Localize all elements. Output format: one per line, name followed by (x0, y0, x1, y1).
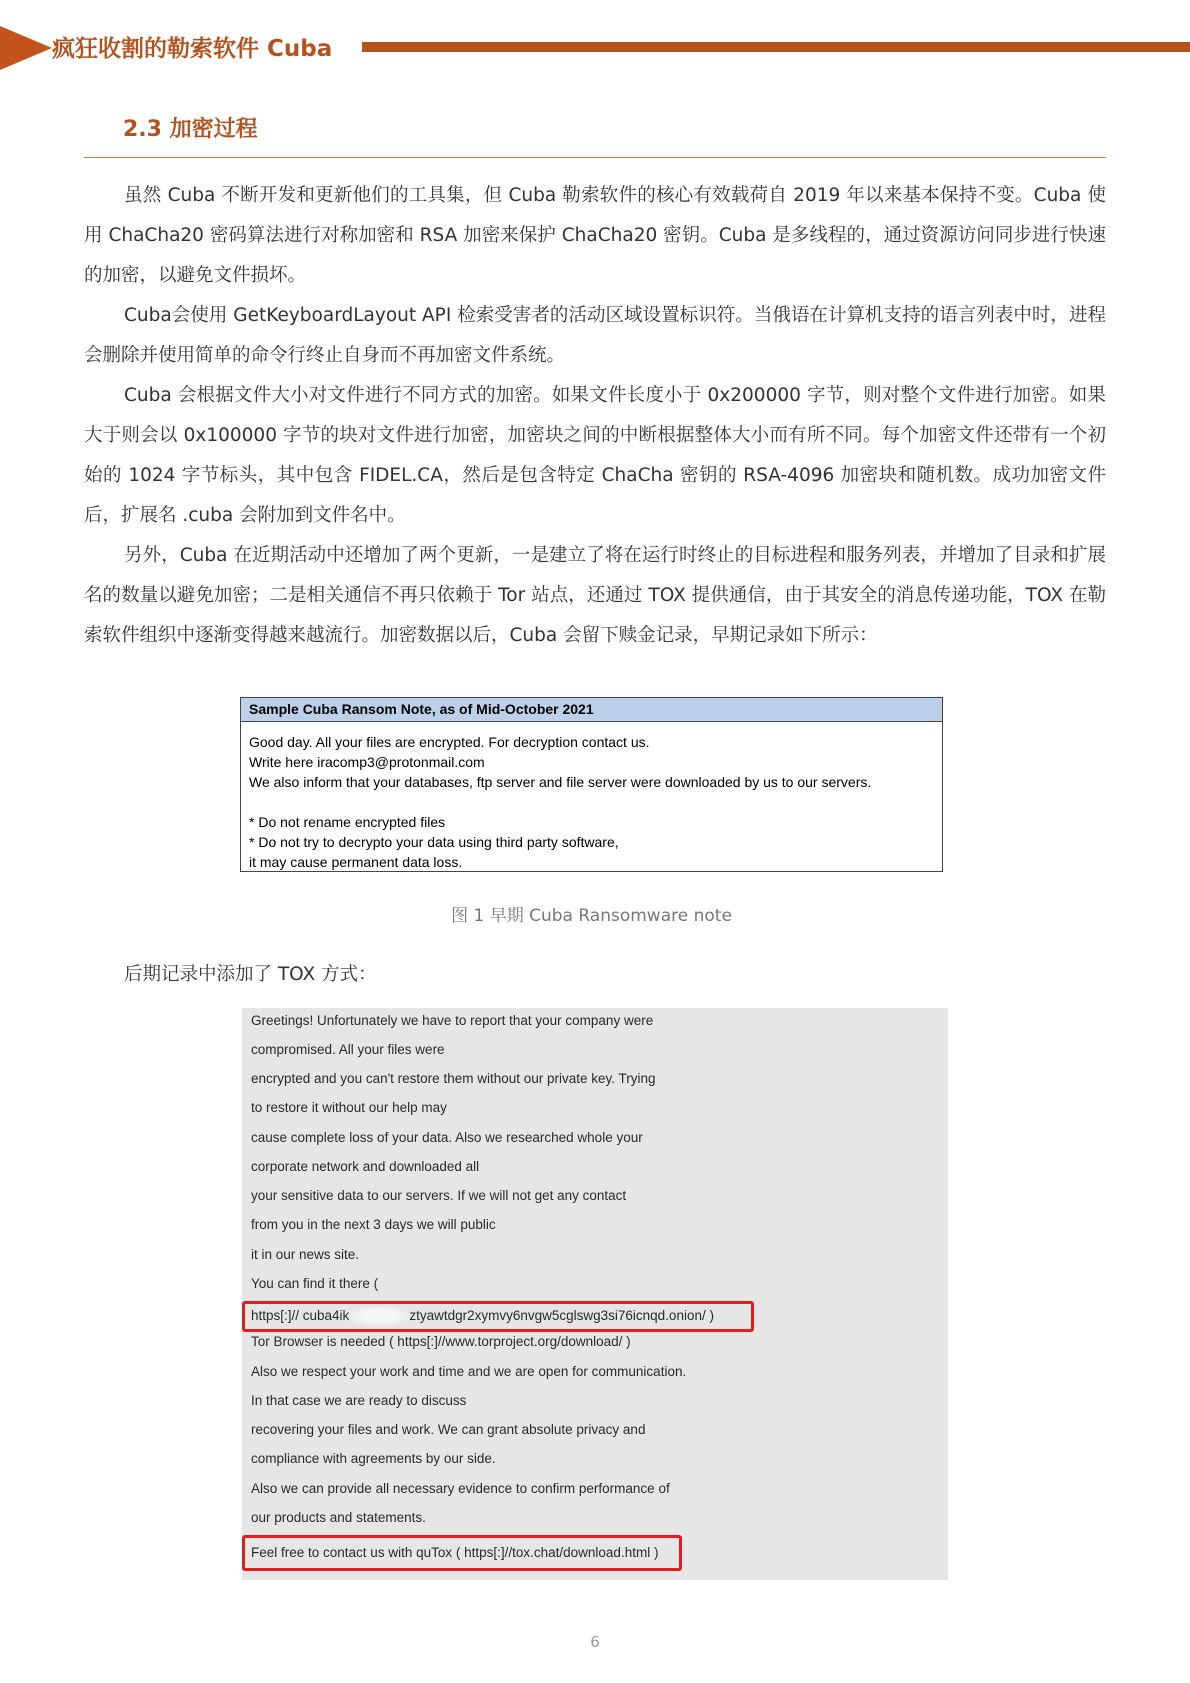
note-line: cause complete loss of your data. Also we researched whole your (251, 1130, 643, 1145)
note-line: recovering your files and work. We can grant absolute privacy and (251, 1422, 646, 1437)
note-line: Also we respect your work and time and we are open for communication. (251, 1364, 687, 1379)
ransom-note-body (241, 722, 942, 872)
paragraph: Cuba会使用 GetKeyboardLayout API 检索受害者的活动区域设置标识符。当俄语在计算机支持的语言列表中时，进程会删除并使用简单的命令行终止自身而不再加密文件系统。 (84, 305, 1106, 366)
note-line: Greetings! Unfortunately we have to report that your company were (251, 1013, 654, 1028)
ransom-note-line: * Do not try to decrypto your data using third party software, (249, 834, 619, 850)
header-bar (362, 42, 1190, 52)
note-line: Also we can provide all necessary evidence to confirm performance of (251, 1481, 670, 1496)
ransom-note-line: * Do not rename encrypted files (249, 814, 446, 830)
paragraph: 另外，Cuba 在近期活动中还增加了两个更新，一是建立了将在运行时终止的目标进程和服务列表，并增加了目录和扩展名的数量以避免加密；二是相关通信不再只依赖于 Tor 站点，还通过 TOX 提供通信，由于其安全的消息传递功能，TOX 在勒索软件组织中逐渐变得越来越流行。加密数据以后，Cuba 会留下赎金记录，早期记录如下所示： (84, 545, 1106, 646)
note-line: your sensitive data to our servers. If we will not get any contact (251, 1188, 627, 1203)
ransom-note-line: We also inform that your databases, ftp server and file server were downloaded by us to our servers. (249, 774, 872, 790)
note-line: Feel free to contact us with quTox ( https[:]//tox.chat/download.html ) (251, 1545, 659, 1560)
header-accent-triangle (0, 26, 52, 70)
page-number: 6 (590, 1633, 600, 1651)
note-line: Tor Browser is needed ( https[:]//www.torproject.org/download/ ) (251, 1334, 631, 1349)
note-line: it in our news site. (251, 1247, 360, 1262)
note-line: corporate network and downloaded all (251, 1159, 480, 1174)
note-line: to restore it without our help may (251, 1100, 447, 1115)
highlight-box-tox (242, 1535, 682, 1571)
highlight-box-onion (242, 1301, 754, 1332)
onion-url-start: https[:]// cuba4ik (251, 1308, 350, 1323)
ransom-note-heading: Sample Cuba Ransom Note, as of Mid-October 2021 (241, 698, 942, 722)
lead-text: 后期记录中添加了 TOX 方式： (124, 964, 377, 985)
ransom-note-line: Write here iracomp3@protonmail.com (249, 754, 485, 770)
ransom-note-later (242, 1008, 948, 1580)
note-line: from you in the next 3 days we will public (251, 1217, 496, 1232)
note-line: You can find it there ( (251, 1276, 379, 1291)
note-line: our products and statements. (251, 1510, 426, 1525)
note-line: In that case we are ready to discuss (251, 1393, 467, 1408)
note-line: compliance with agreements by our side. (251, 1451, 496, 1466)
header-title: 疯狂收割的勒索软件 Cuba (52, 36, 333, 62)
ransom-note-line: Good day. All your files are encrypted. For decryption contact us. (249, 734, 650, 750)
ransom-note-early (240, 697, 943, 872)
note-line: encrypted and you can't restore them without our private key. Trying (251, 1071, 656, 1086)
onion-url-end: ztyawtdgr2xymvy6nvgw5cglswg3si76icnqd.onion/ ) (409, 1308, 714, 1323)
note-line: compromised. All your files were (251, 1042, 445, 1057)
ransom-note-line: it may cause permanent data loss. (249, 854, 463, 870)
section-divider (84, 157, 1106, 158)
paragraph: Cuba 会根据文件大小对文件进行不同方式的加密。如果文件长度小于 0x200000 字节，则对整个文件进行加密。如果大于则会以 0x100000 字节的块对文件进行加密，加密块之间的中断根据整体大小而有所不同。每个加密文件还带有一个初始的 1024 字节标头，其中包含 FIDEL.CA，然后是包含特定 ChaCha 密钥的 RSA-4096 加密块和随机数。成功加密文件后，扩展名 .cuba 会附加到文件名中。 (84, 385, 1106, 526)
section-title: 2.3 加密过程 (123, 117, 258, 142)
figure-caption: 图 1 早期 Cuba Ransomware note (451, 906, 732, 926)
body-text (84, 176, 1106, 656)
paragraph: 虽然 Cuba 不断开发和更新他们的工具集，但 Cuba 勒索软件的核心有效载荷自 2019 年以来基本保持不变。Cuba 使用 ChaCha20 密码算法进行对称加密和 RSA 加密来保护 ChaCha20 密钥。Cuba 是多线程的，通过资源访问同步进行快速的加密，以避免文件损坏。 (84, 185, 1106, 286)
